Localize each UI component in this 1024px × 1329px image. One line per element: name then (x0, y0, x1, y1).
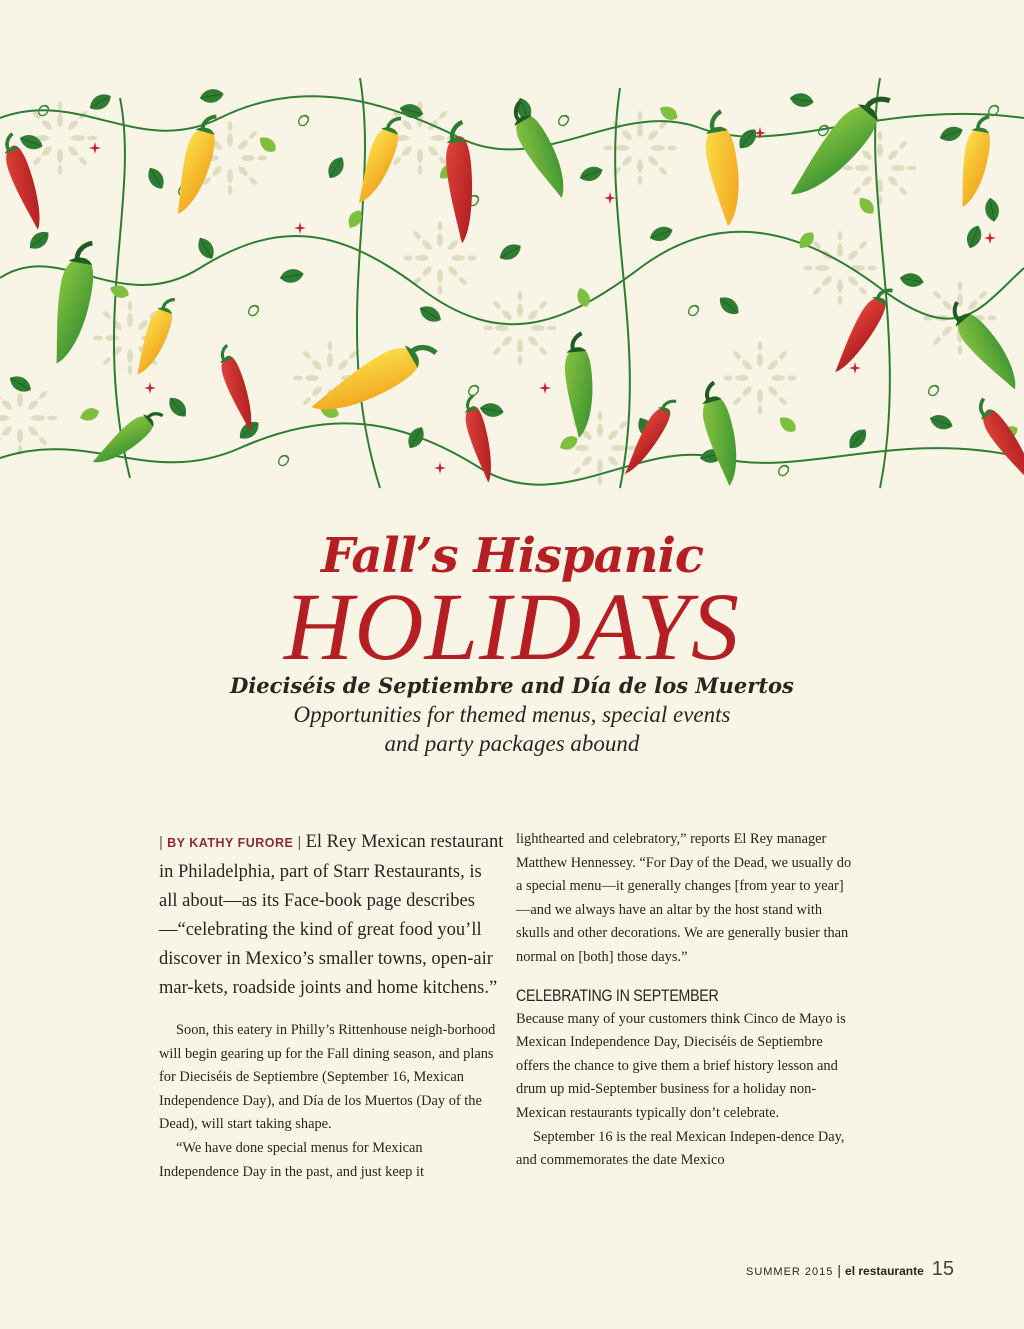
body-paragraph-5: September 16 is the real Mexican Indepen-dence Day, and commemorates the date Mexico (516, 1128, 845, 1169)
footer-magazine-name: el restaurante (845, 1264, 924, 1278)
deck-line-2: and party packages abound (384, 731, 640, 756)
page-footer (746, 1258, 954, 1281)
right-column (516, 828, 856, 1173)
body-paragraph-4: Because many of your customers think Cinco de Mayo is Mexican Independence Day, Dieciséis de Septiembre offers the chance to give them a brief history lesson and drum up mid-September business for a holiday non-Mexican restaurants typically don’t celebrate. (516, 1010, 846, 1121)
lead-paragraph (159, 828, 504, 1003)
title-block (0, 528, 1024, 758)
title-line-1: Fall’s Hispanic (320, 528, 704, 584)
section-subhead: CELEBRATING IN SEPTEMBER (516, 986, 719, 1005)
body-paragraph-3: lighthearted and celebratory,” reports El Rey manager Matthew Hennessey. “For Day of the Dead, we usually do a special menu—it generally changes [from year to year]—and we always have an altar by the host stand with skulls and other decorations. We are generally busier than normal on [both] those days.” (516, 831, 852, 965)
footer-separator: | (837, 1262, 842, 1278)
byline: BY KATHY FURORE (167, 836, 294, 850)
chili-pepper-banner-illustration (0, 78, 1024, 498)
title-line-2: HOLIDAYS (283, 573, 741, 680)
body-paragraph-1: Soon, this eatery in Philly’s Rittenhouse neigh-borhood will begin gearing up for the Fall dining season, and plans for Dieciséis de Septiembre (September 16, Mexican Independence Day), and Día de los Muertos (Day of the Dead), will start taking shape. (159, 1022, 496, 1133)
left-column (159, 828, 504, 1184)
lead-text: El Rey Mexican restaurant in Philadelphia, part of Starr Restaurants, is all about—as its Face-book page describes—“celebrating the kind of great food you’ll discover in Mexico’s smaller towns, open-air mar-kets, roadside joints and home kitchens.” (159, 832, 504, 998)
byline-rule-end: | (293, 834, 306, 851)
page-number: 15 (931, 1258, 954, 1280)
body-paragraph-2: “We have done special menus for Mexican Independence Day in the past, and just keep it (159, 1139, 424, 1180)
subtitle: Dieciséis de Septiembre and Día de los Muertos (230, 673, 794, 698)
footer-issue: SUMMER 2015 (745, 1266, 834, 1278)
deck-line-1: Opportunities for themed menus, special events (293, 702, 731, 727)
byline-rule-start: | (159, 834, 168, 851)
